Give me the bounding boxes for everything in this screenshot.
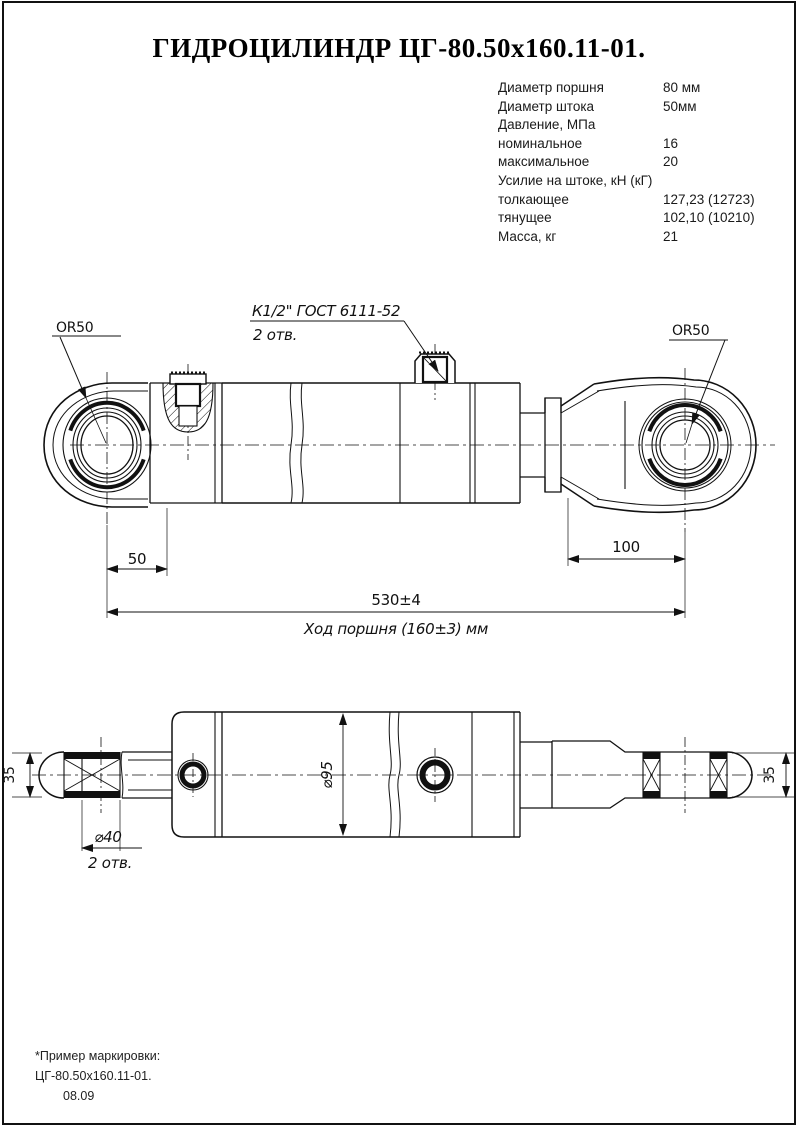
drawing-labels [2,302,778,872]
break-line [389,712,391,837]
port-callout-line1: К1/2" ГОСТ 6111-52 [252,302,401,320]
bottom-end-plan [520,741,643,808]
dim-35-right-label: 35 [762,766,778,784]
spec-value: 21 [663,228,679,244]
dim-100-label: 100 [612,538,640,556]
side-view [44,321,775,618]
page-title: ГИДРОЦИЛИНДР ЦГ-80.50х160.11-01. [152,33,646,63]
dim-50-label: 50 [127,550,147,568]
spec-label: тянущее [498,210,552,226]
spec-label: номинальное [498,135,583,151]
head-block-plan [172,712,222,837]
rod-side-head [150,373,222,504]
plan-view [12,712,794,851]
spec-value: 80 мм [663,80,701,95]
dim-35-left-label: 35 [2,766,18,784]
break-line [398,712,400,837]
spec-label: максимальное [498,154,590,170]
marking-note-line1: *Пример маркировки: [35,1049,161,1063]
break-line [301,383,303,503]
spec-value: 102,10 (10210) [663,210,755,226]
right-eye-radius-label: ОR50 [672,323,710,339]
plan-view-dimensions [12,714,794,851]
spec-label: Масса, кг [498,228,557,244]
marking-note [35,1046,160,1106]
spec-label: Диаметр штока [498,98,595,114]
spec-label: толкающее [498,191,569,207]
spec-value: 20 [663,154,679,170]
dim-cylinder-label: ⌀95 [318,761,336,789]
spec-value: 127,23 (12723) [663,191,755,207]
left-eye-radius-label: ОR50 [56,320,94,336]
spec-value: 16 [663,135,679,151]
dim-stroke-label: Ход поршня (160±3) мм [304,620,488,638]
cylinder-tube [222,353,520,504]
mid-port-plug [415,353,455,384]
dim-overall-label: 530±4 [371,591,421,609]
cylinder-plan [222,712,520,837]
marking-note-line3: 08.09 [63,1089,95,1103]
dim-bore-label: ⌀40 [94,828,122,846]
spec-value: 50мм [663,98,697,114]
break-line [290,383,292,503]
spec-label: Давление, МПа [498,117,596,133]
spec-label: Усилие на штоке, кН (кГ) [498,172,653,188]
marking-note-line2: ЦГ-80.50х160.11-01. [35,1069,152,1083]
port-callout-line2: 2 отв. [253,326,298,344]
dim-bore-qty-label: 2 отв. [88,854,133,872]
spec-label: Диаметр поршня [498,80,604,95]
